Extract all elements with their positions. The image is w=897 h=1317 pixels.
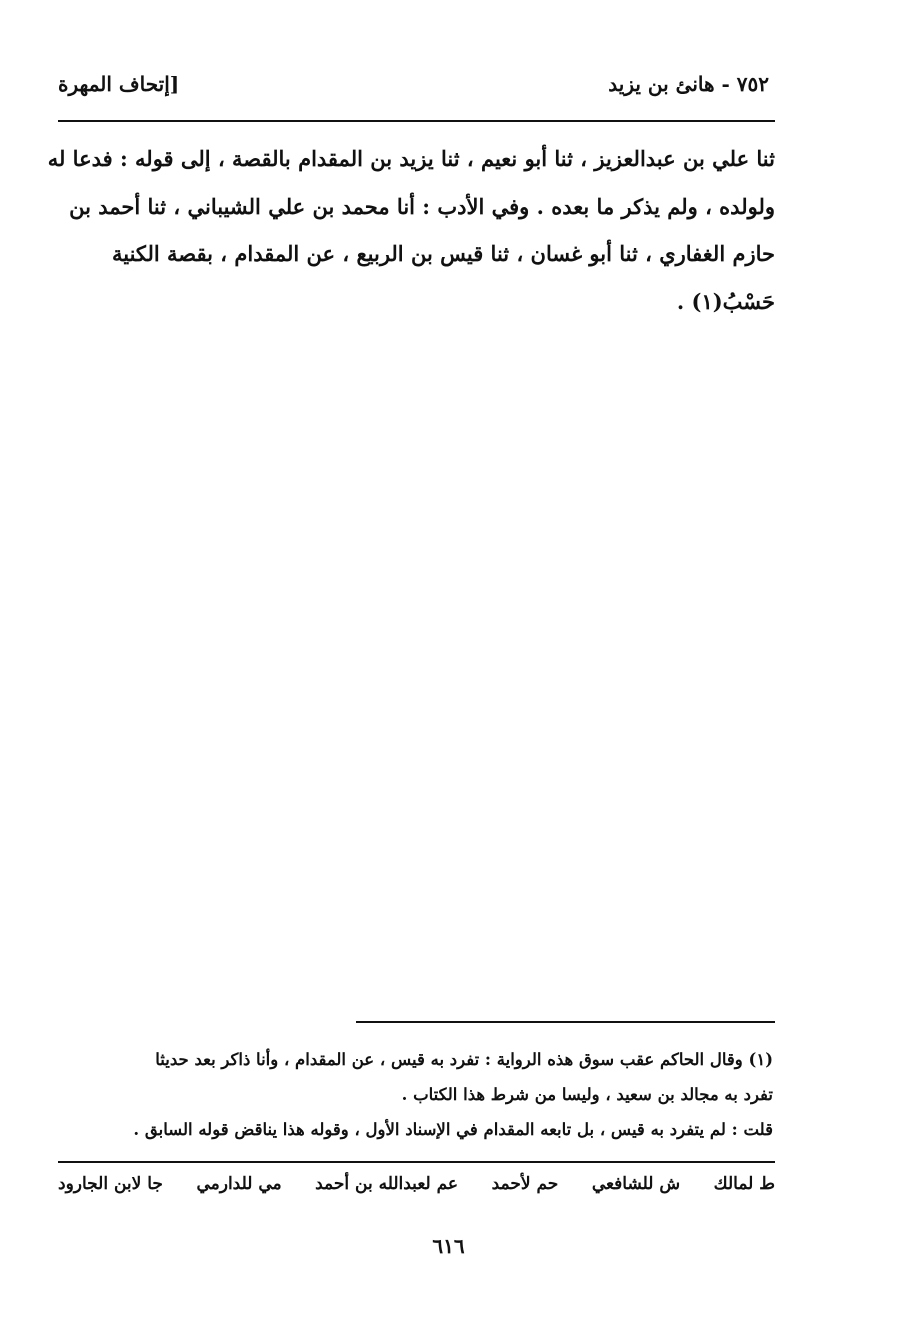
abbreviations-divider [58,1161,775,1163]
footnote-line: (١) وقال الحاكم عقب سوق هذه الرواية : تفرد به قيس ، عن المقدام ، وأنا ذاكر بعد حديثا [155,1050,773,1069]
abbrev-item: ط لمالك [713,1174,775,1194]
abbrev-item: جا لابن الجارود [58,1174,163,1194]
abbrev-item: مي للدارمي [196,1174,282,1194]
text-line: ولولده ، ولم يذكر ما بعده . وفي الأدب : أنا محمد بن علي الشيباني ، ثنا أحمد بن [69,193,775,219]
footnote-divider [356,1021,775,1023]
abbreviations-key [58,1174,775,1194]
footnote-line: قلت : لم يتفرد به قيس ، بل تابعه المقدام في الإسناد الأول ، وقوله هذا يناقض قوله السابق . [133,1120,773,1139]
page-number: ٦١٦ [432,1234,465,1258]
text-line: ثنا علي بن عبدالعزيز ، ثنا أبو نعيم ، ثنا يزيد بن المقدام بالقصة ، إلى قوله : فدعا له [47,146,775,171]
abbrev-item: عم لعبدالله بن أحمد [315,1174,459,1194]
main-text [47,135,775,325]
header-divider [58,120,775,122]
footnote-line: تفرد به مجالد بن سعيد ، وليسا من شرط هذا الكتاب . [401,1085,773,1104]
book-title: [إتحاف المهرة [58,72,180,96]
footnotes [60,1042,773,1147]
entry-title: ٧٥٢ - هانئ بن يزيد [608,72,769,96]
text-line: حَسْبُ(١) . [676,288,775,314]
text-line: حازم الغفاري ، ثنا أبو غسان ، ثنا قيس بن الربيع ، عن المقدام ، بقصة الكنية [111,241,775,266]
abbrev-item: حم لأحمد [491,1174,559,1194]
abbrev-item: ش للشافعي [591,1174,681,1194]
